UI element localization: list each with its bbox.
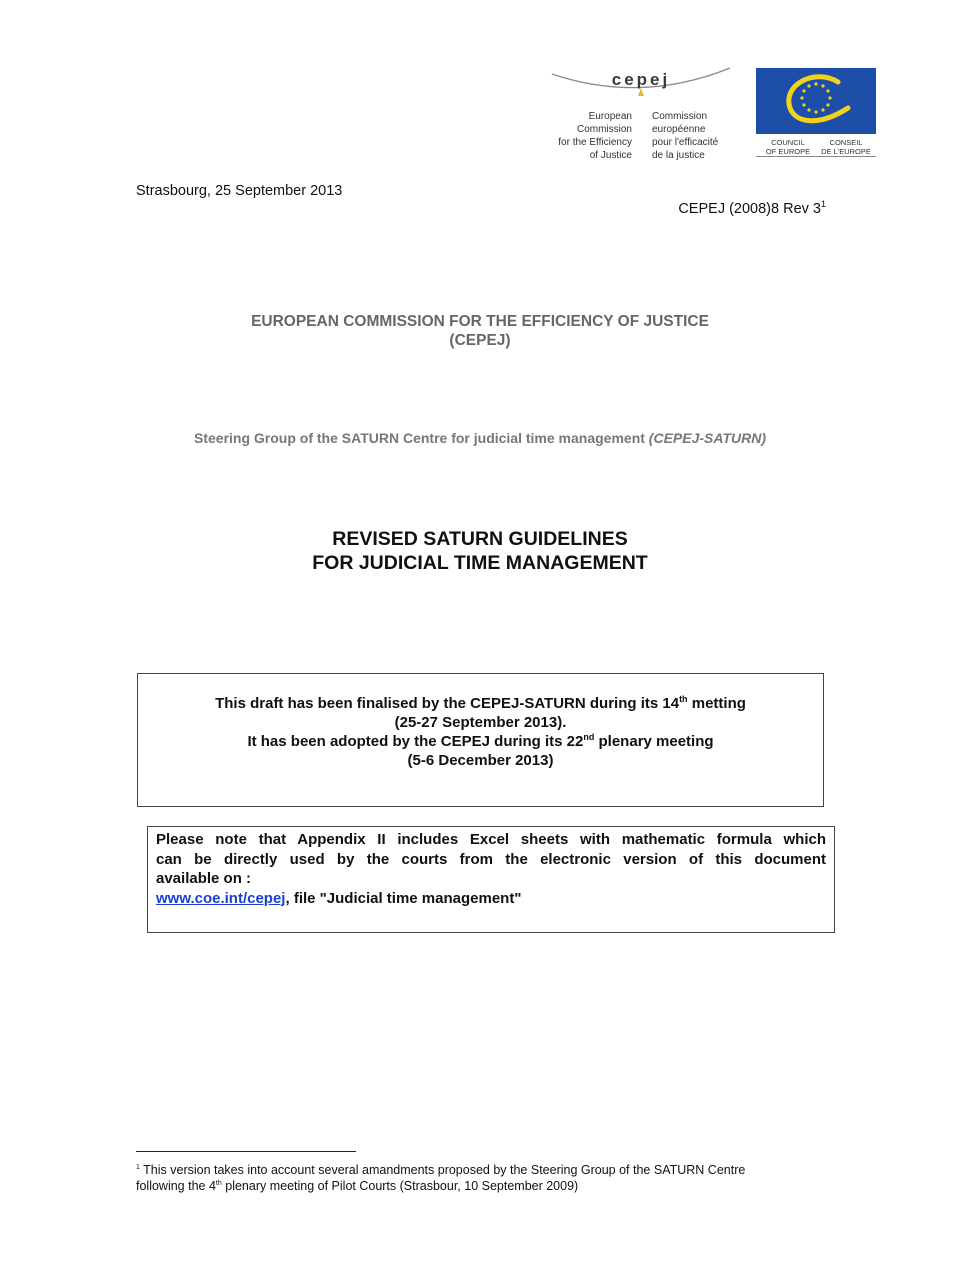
draft-status-text	[138, 694, 823, 770]
steering-group-text: Steering Group of the SATURN Centre for judicial time management	[194, 430, 649, 446]
title-line: REVISED SATURN GUIDELINES	[332, 528, 628, 550]
draft-line-sup: th	[679, 694, 688, 704]
note-line: can be directly used by the courts from the electronic version of this document	[156, 850, 826, 868]
document-title	[0, 527, 960, 575]
coe-flag	[756, 68, 876, 134]
draft-status-box	[137, 673, 824, 807]
appendix-note-box	[147, 826, 835, 933]
cepej-name-english	[548, 110, 632, 162]
commission-acronym: (CEPEJ)	[449, 332, 511, 349]
footnote-line	[136, 1162, 745, 1178]
draft-line-sup: nd	[583, 732, 595, 742]
cepej-wordmark: cepej	[611, 70, 671, 89]
footnote-text: plenary meeting of Pilot Courts (Strasbour, 10 September 2009)	[221, 1179, 579, 1193]
cepej-name-french	[652, 110, 742, 162]
draft-line-text: This draft has been finalised by the CEPEJ-SATURN during its 14	[215, 695, 680, 712]
commission-line: EUROPEAN COMMISSION FOR THE EFFICIENCY OF JUSTICE	[251, 313, 709, 330]
coe-en-line: OF EUROPE	[765, 147, 811, 156]
reference-text: CEPEJ (2008)8 Rev 3	[678, 201, 821, 217]
cepej-en-line: Commission	[576, 124, 632, 135]
coe-name-english	[760, 138, 816, 156]
council-of-europe-logo	[756, 68, 876, 160]
coe-emblem-icon	[756, 68, 876, 134]
note-line	[156, 889, 826, 909]
note-link-suffix: , file "Judicial time management"	[285, 889, 522, 907]
cepej-fr-line: de la justice	[652, 150, 705, 161]
footnote-separator	[136, 1151, 356, 1152]
draft-line-text: metting	[687, 695, 746, 712]
draft-line: (25-27 September 2013).	[394, 714, 567, 731]
note-line: Please note that Appendix II includes Excel sheets with mathematic formula which	[156, 831, 826, 848]
document-reference	[678, 201, 826, 217]
title-line: FOR JUDICIAL TIME MANAGEMENT	[312, 552, 648, 574]
coe-fr-line: CONSEIL	[829, 138, 863, 147]
reference-footnote-mark: 1	[820, 199, 826, 210]
footnote-line	[136, 1178, 745, 1194]
cepej-en-line: of Justice	[589, 150, 632, 161]
cepej-logo	[548, 66, 734, 166]
footnote-mark: 1	[136, 1163, 140, 1171]
commission-heading	[0, 312, 960, 350]
coe-divider	[756, 156, 876, 157]
coe-en-line: COUNCIL	[771, 138, 805, 147]
draft-line-text: It has been adopted by the CEPEJ during its 22	[247, 733, 584, 750]
draft-line-text: plenary meeting	[594, 733, 714, 750]
coe-name-french	[816, 138, 876, 156]
footnote	[136, 1162, 745, 1194]
cepej-en-line: for the Efficiency	[558, 137, 632, 148]
draft-line	[138, 732, 823, 751]
footnote-text: This version takes into account several amandments proposed by the Steering Group of the SATURN Centre	[139, 1163, 746, 1177]
steering-group-line	[0, 430, 960, 446]
note-line: available on :	[156, 870, 252, 887]
cepej-fr-line: européenne	[652, 124, 706, 135]
steering-group-acronym: (CEPEJ-SATURN)	[648, 430, 766, 446]
cepej-website-link[interactable]: www.coe.int/cepej	[156, 889, 286, 907]
appendix-note-text	[156, 830, 826, 908]
draft-line	[138, 694, 823, 713]
draft-line: (5-6 December 2013)	[407, 752, 554, 769]
footnote-sup: th	[215, 1179, 222, 1187]
cepej-fr-line: Commission	[652, 111, 708, 122]
footnote-text: following the 4	[136, 1179, 216, 1193]
coe-fr-line: DE L'EUROPE	[821, 147, 871, 156]
document-date: Strasbourg, 25 September 2013	[136, 183, 343, 199]
cepej-en-line: European	[588, 111, 632, 122]
cepej-fr-line: pour l'efficacité	[652, 137, 719, 148]
